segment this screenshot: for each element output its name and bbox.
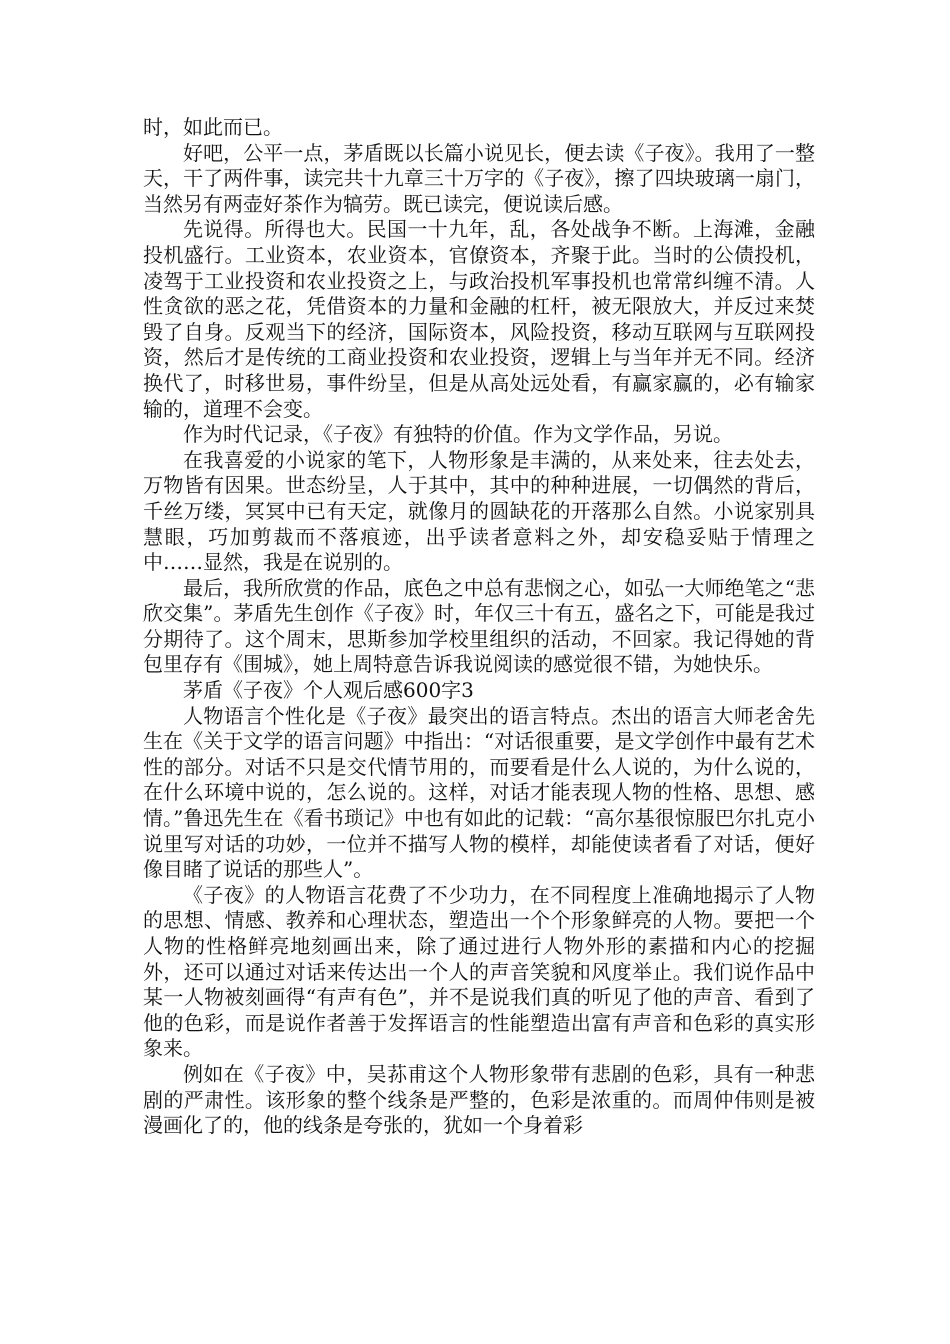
paragraph: 好吧，公平一点，茅盾既以长篇小说见长，便去读《子夜》。我用了一整天，干了两件事，读完共十九章三十万字的《子夜》，擦了四块玻璃一扇门，当然另有两壶好茶作为犒劳。既已读完，便说读后感。 (143, 140, 815, 216)
section-heading: 茅盾《子夜》个人观后感600字3 (183, 678, 474, 703)
paragraph: 作为时代记录，《子夜》有独特的价值。作为文学作品，另说。 (183, 422, 733, 447)
paragraph-continued: 时，如此而已。 (143, 115, 283, 139)
paragraph: 先说得。所得也大。民国一十九年，乱，各处战争不断。上海滩，金融投机盛行。工业资本，农业资本，官僚资本，齐聚于此。当时的公债投机，凌驾于工业投资和农业投资之上，与政治投机军事投机也常常纠缠不清。人性贪欲的恶之花，凭借资本的力量和金融的杠杆，被无限放大，并反过来焚毁了自身。反观当下的经济，国际资本，风险投资，移动互联网与互联网投资，然后才是传统的工商业投资和农业投资，逻辑上与当年并无不同。经济换代了，时移世易，事件纷呈，但是从高处远处看，有赢家赢的，必有输家输的，道理不会变。 (143, 217, 815, 421)
body-text (143, 115, 815, 1139)
paragraph: 在我喜爱的小说家的笔下，人物形象是丰满的，从来处来，往去处去，万物皆有因果。世态纷呈，人于其中，其中的种种进展，一切偶然的背后，千丝万缕，冥冥中已有天定，就像月的圆缺花的开落那么自然。小说家别具慧眼，巧加剪裁而不落痕迹，出乎读者意料之外，却安稳妥贴于情理之中……显然，我是在说别的。 (143, 447, 815, 575)
paragraph: 最后，我所欣赏的作品，底色之中总有悲悯之心，如弘一大师绝笔之“悲欣交集”。茅盾先生创作《子夜》时，年仅三十有五，盛名之下，可能是我过分期待了。这个周末，思斯参加学校里组织的活动，不回家。我记得她的背包里存有《围城》，她上周特意告诉我说阅读的感觉很不错，为她快乐。 (143, 575, 815, 677)
paragraph: 《子夜》的人物语言花费了不少功力，在不同程度上准确地揭示了人物的思想、情感、教养和心理状态，塑造出一个个形象鲜亮的人物。要把一个人物的性格鲜亮地刻画出来，除了通过进行人物外形的素描和内心的挖掘外，还可以通过对话来传达出一个人的声音笑貌和风度举止。我们说作品中某一人物被刻画得“有声有色”，并不是说我们真的听见了他的声音、看到了他的色彩，而是说作者善于发挥语言的性能塑造出富有声音和色彩的真实形象来。 (143, 882, 815, 1061)
paragraph: 例如在《子夜》中，吴荪甫这个人物形象带有悲剧的色彩，具有一种悲剧的严肃性。该形象的整个线条是严整的，色彩是浓重的。而周仲伟则是被漫画化了的，他的线条是夸张的，犹如一个身着彩 (143, 1061, 815, 1138)
paragraph: 人物语言个性化是《子夜》最突出的语言特点。杰出的语言大师老舍先生在《关于文学的语言问题》中指出：“对话很重要，是文学创作中最有艺术性的部分。对话不只是交代情节用的，而要看是什么人说的，为什么说的，在什么环境中说的，怎么说的。这样，对话才能表现人物的性格、思想、感情。”鲁迅先生在《看书琐记》中也有如此的记载：“高尔基很惊服巴尔扎克小说里写对话的功妙，一位并不描写人物的模样，却能使读者看了对话，便好像目睹了说话的那些人”。 (143, 703, 815, 882)
